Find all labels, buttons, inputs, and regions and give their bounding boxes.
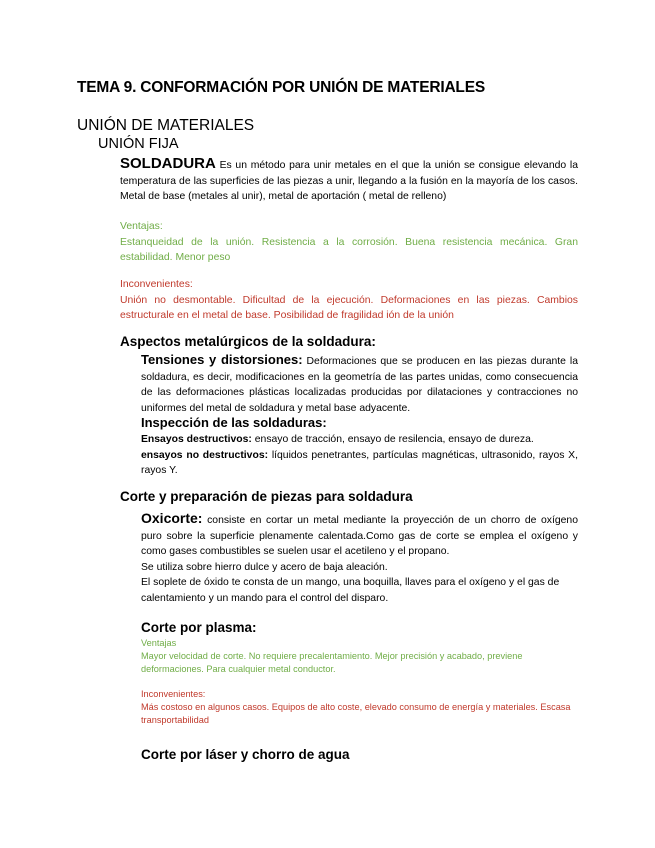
no-destructivos-text: líquidos penetrantes, partículas magnéticas, ultrasonido, rayos X, rayos Y.: [141, 449, 578, 476]
ventajas-label: Ventajas:: [120, 221, 163, 232]
plasma-inconvenientes-block: [141, 688, 581, 727]
aspectos-heading: Aspectos metalúrgicos de la soldadura:: [120, 334, 376, 349]
page-title: TEMA 9. CONFORMACIÓN POR UNIÓN DE MATERIALES: [77, 79, 485, 96]
tensiones-text: Deformaciones que se producen en las piezas durante la soldadura, es decir, modificaciones en la geometría de las partes unidas, como consecuencia de las deformaciones plásticas localizadas producidas por dilataciones y contracciones no uniformes del metal de soldadura y metal base adyacente.: [141, 356, 578, 414]
inconvenientes-block: [120, 277, 578, 324]
plasma-inconvenientes-label: Inconvenientes:: [141, 689, 206, 699]
ventajas-text: Estanqueidad de la unión. Resistencia a la corrosión. Buena resistencia mecánica. Gran estabilidad. Menor peso: [120, 236, 578, 263]
oxicorte-line2: Se utiliza sobre hierro dulce y acero de baja aleación.: [141, 561, 388, 573]
ventajas-block: [120, 219, 578, 266]
destructivos-line: [141, 432, 578, 448]
plasma-ventajas-text: Mayor velocidad de corte. No requiere precalentamiento. Mejor precisión y acabado, previene deformaciones. Para cualquier metal conductor.: [141, 651, 523, 674]
destructivos-label: Ensayos destructivos:: [141, 434, 252, 445]
inconvenientes-label: Inconvenientes:: [120, 279, 193, 290]
soldadura-heading: SOLDADURA: [120, 155, 216, 172]
corte-heading: Corte y preparación de piezas para soldadura: [120, 489, 413, 504]
soldadura-paragraph: [120, 156, 578, 205]
tensiones-heading: Tensiones y distorsiones:: [141, 352, 303, 367]
oxicorte-heading: Oxicorte:: [141, 510, 203, 526]
section-heading: UNIÓN DE MATERIALES: [77, 117, 255, 134]
soldadura-text: Es un método para unir metales en el que la unión se consigue elevando la temperatura de las superficies de las piezas a unir, llegando a la fusión en la mayoría de los casos. Metal de base (metales al unir), metal de aportación ( metal de relleno): [120, 160, 578, 202]
laser-heading: Corte por láser y chorro de agua: [141, 747, 350, 762]
oxicorte-paragraph: [141, 511, 578, 606]
oxicorte-line3: El soplete de óxido te consta de un mango, una boquilla, llaves para el oxígeno y el gas de calentamiento y un mando para el control del disparo.: [141, 577, 560, 604]
destructivos-text: ensayo de tracción, ensayo de resilencia, ensayo de dureza.: [251, 434, 534, 445]
subsection-heading: UNIÓN FIJA: [98, 136, 179, 152]
inspeccion-block: [141, 414, 578, 479]
plasma-ventajas-block: [141, 637, 581, 676]
plasma-ventajas-label: Ventajas: [141, 638, 177, 648]
oxicorte-text: consiste en cortar un metal mediante la proyección de un chorro de oxígeno puro sobre la superficie plenamente calentada.Como gas de corte se emplea el oxígeno y como gases combustibles se suelen usar el acetileno y el propano.: [141, 515, 578, 557]
no-destructivos-line: [141, 448, 578, 479]
no-destructivos-label: ensayos no destructivos:: [141, 449, 269, 461]
inspeccion-heading: Inspección de las soldaduras:: [141, 415, 327, 430]
plasma-heading: Corte por plasma:: [141, 620, 257, 635]
plasma-inconvenientes-text: Más costoso en algunos casos. Equipos de alto coste, elevado consumo de energía y materiales. Escasa transportabilidad: [141, 702, 571, 725]
tensiones-paragraph: [141, 352, 578, 416]
inconvenientes-text: Unión no desmontable. Dificultad de la ejecución. Deformaciones en las piezas. Cambios estructurale en el metal de base. Posibilidad de fragilidad ión de la unión: [120, 294, 578, 321]
